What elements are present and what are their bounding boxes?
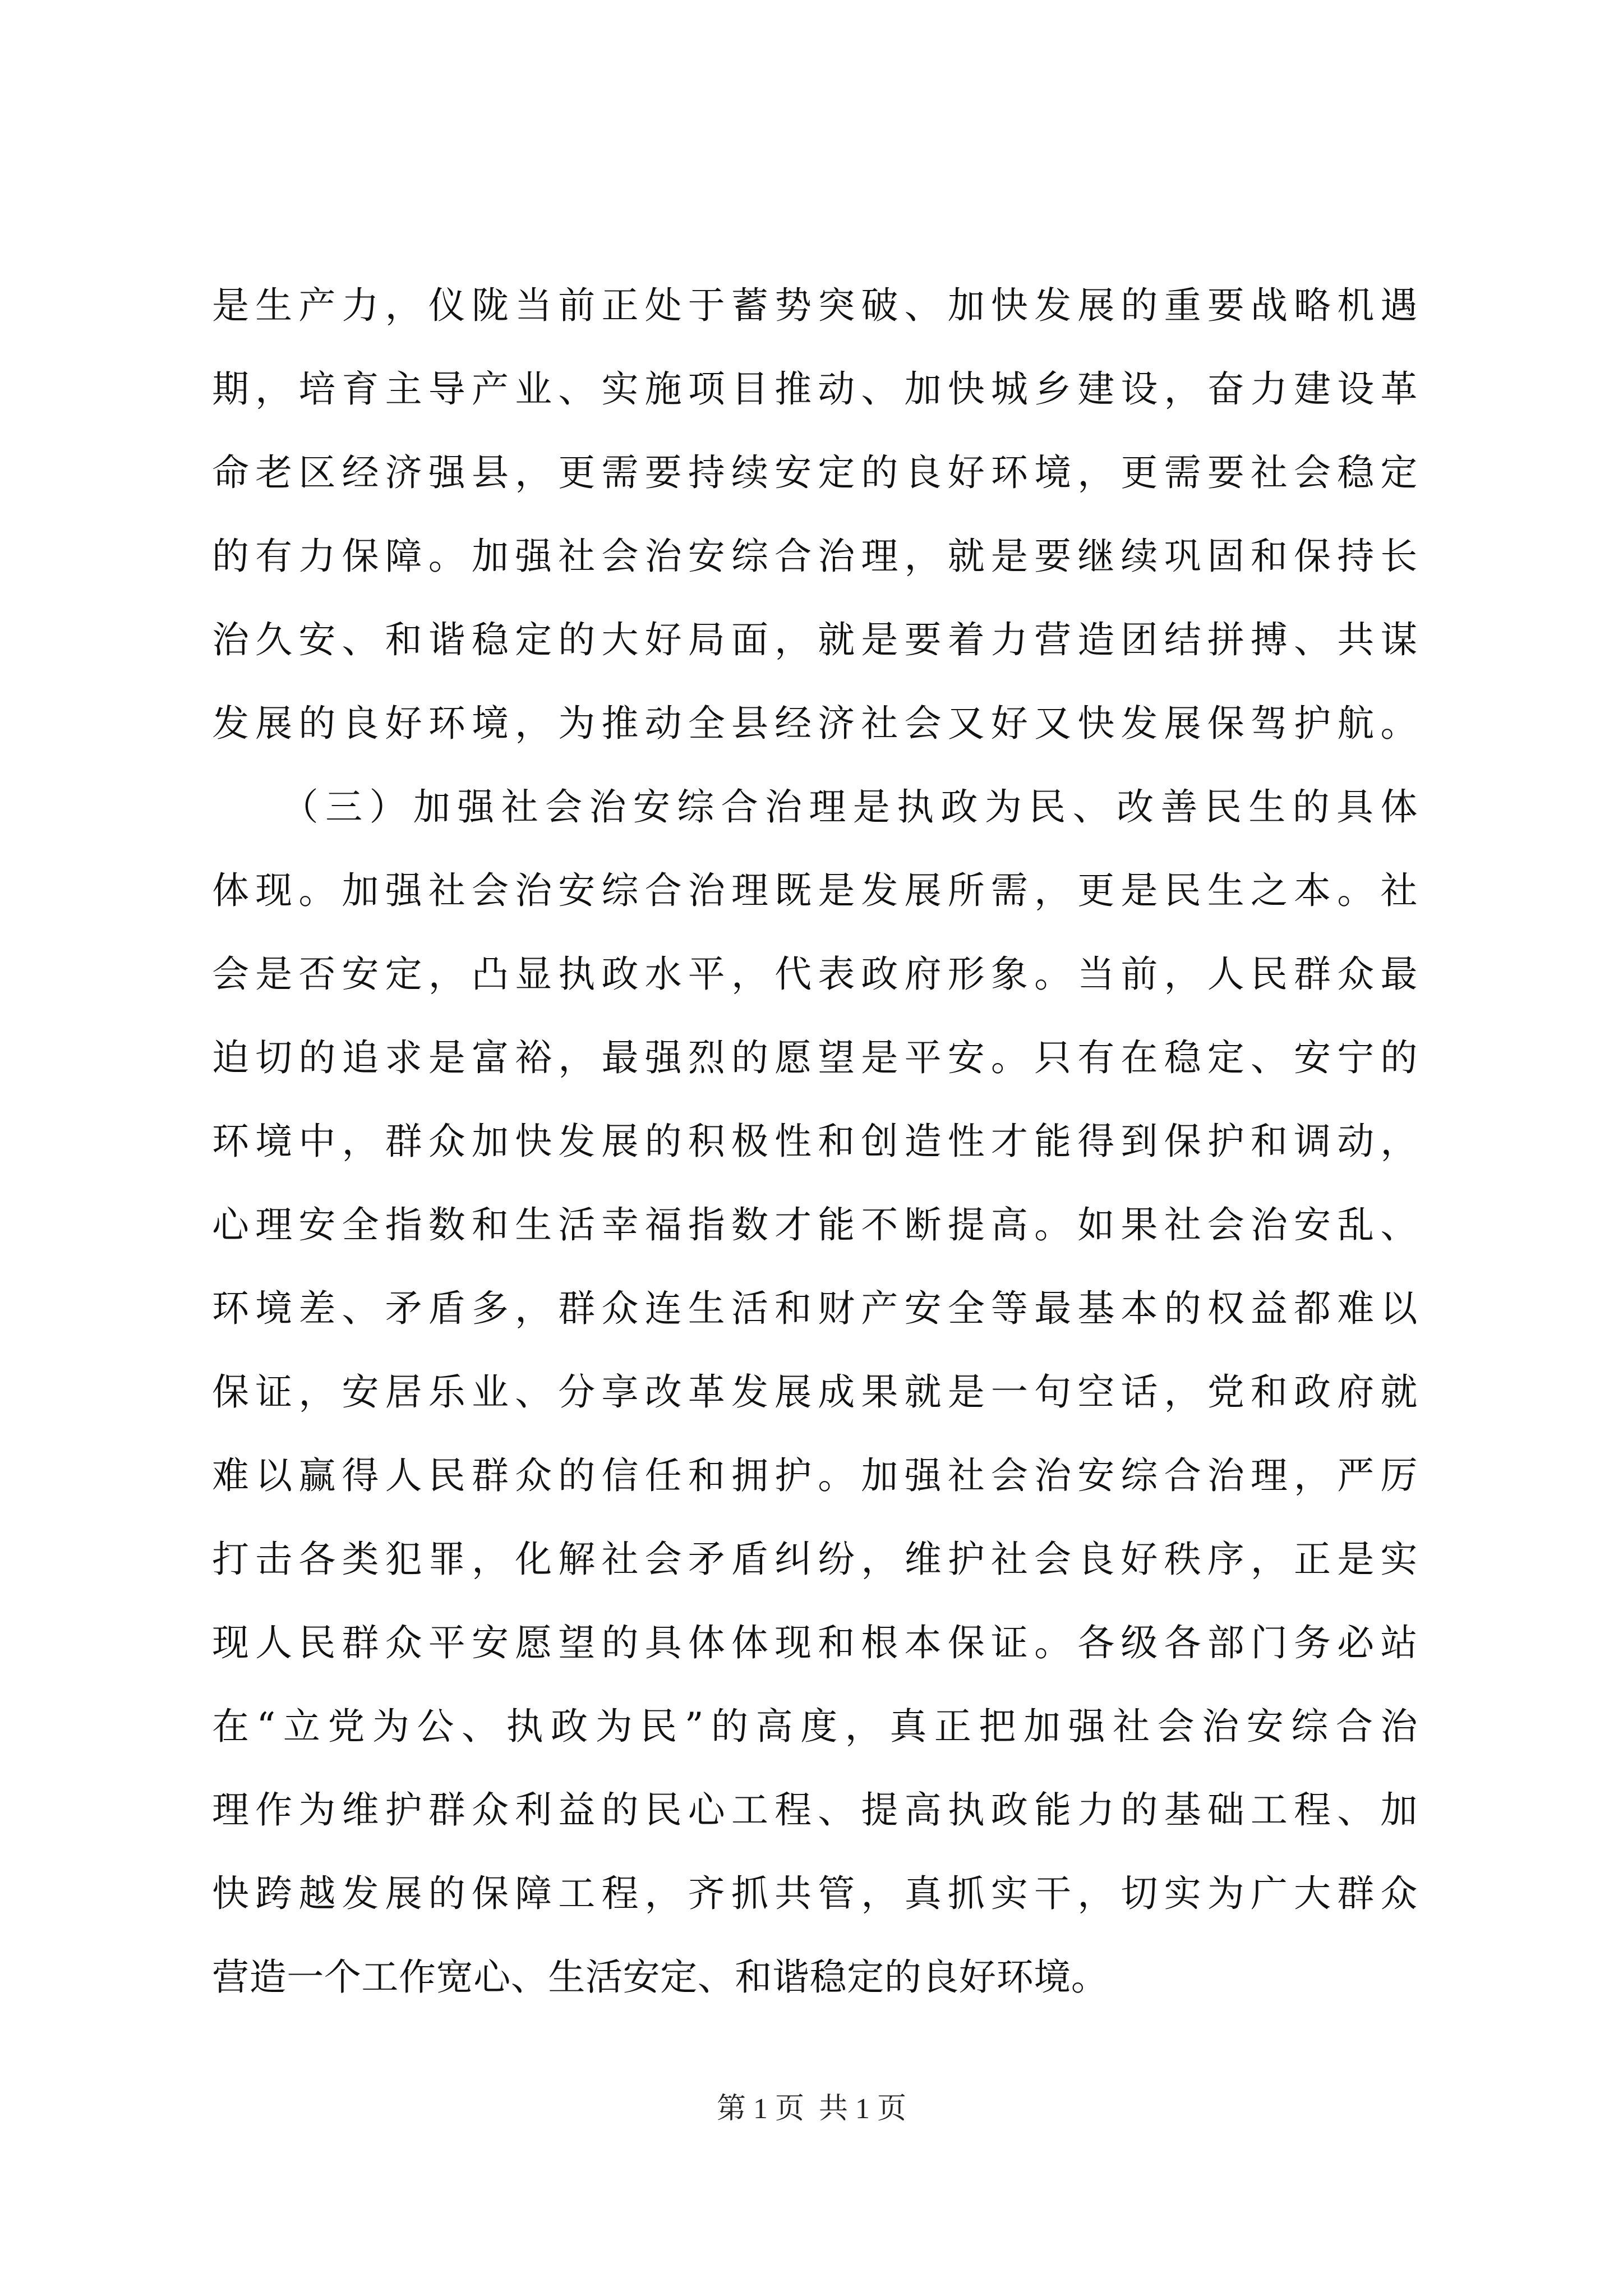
text-line-19: 理作为维护群众利益的民心工程、提高执政能力的基础工程、加 [212,1788,1418,1832]
text-line-20: 快跨越发展的保障工程，齐抓共管，真抓实干，切实为广大群众 [212,1872,1418,1915]
body-text [212,264,1418,2019]
text-line-6: 发展的良好环境，为推动全县经济社会又好又快发展保驾护航。 [212,702,1418,745]
text-line-14: 保证，安居乐业、分享改革发展成果就是一句空话，党和政府就 [212,1370,1418,1414]
text-line-10: 迫切的追求是富裕，最强烈的愿望是平安。只有在稳定、安宁的 [212,1036,1418,1079]
page-number-footer: 第 1 页 共 1 页 [716,2093,906,2125]
text-line-15: 难以赢得人民群众的信任和拥护。加强社会治安综合治理，严厉 [212,1454,1418,1497]
text-line-9: 会是否安定，凸显执政水平，代表政府形象。当前，人民群众最 [212,953,1418,996]
text-line-16: 打击各类犯罪，化解社会矛盾纠纷，维护社会良好秩序，正是实 [212,1538,1418,1581]
text-line-4: 的有力保障。加强社会治安综合治理，就是要继续巩固和保持长 [212,535,1418,578]
text-line-5: 治久安、和谐稳定的大好局面，就是要着力营造团结拼搏、共谋 [212,618,1418,661]
text-line-3: 命老区经济强县，更需要持续安定的良好环境，更需要社会稳定 [212,451,1418,494]
text-line-12: 心理安全指数和生活幸福指数才能不断提高。如果社会治安乱、 [212,1203,1418,1246]
text-line-21: 营造一个工作宽心、生活安定、和谐稳定的良好环境。 [212,1955,1109,1999]
text-line-18: 在“立党为公、执政为民”的高度，真正把加强社会治安综合治 [212,1705,1418,1748]
text-line-17: 现人民群众平安愿望的具体体现和根本保证。各级各部门务必站 [212,1621,1418,1664]
text-line-1: 是生产力，仪陇当前正处于蓄势突破、加快发展的重要战略机遇 [212,284,1418,327]
text-line-13: 环境差、矛盾多，群众连生活和财产安全等最基本的权益都难以 [212,1287,1418,1330]
text-line-8: 体现。加强社会治安综合治理既是发展所需，更是民生之本。社 [212,869,1418,912]
section-heading-line: （三）加强社会治安综合治理是执政为民、改善民生的具体 [212,785,1418,829]
text-line-2: 期，培育主导产业、实施项目推动、加快城乡建设，奋力建设革 [212,367,1418,411]
text-line-11: 环境中，群众加快发展的积极性和创造性才能得到保护和调动， [212,1120,1418,1163]
